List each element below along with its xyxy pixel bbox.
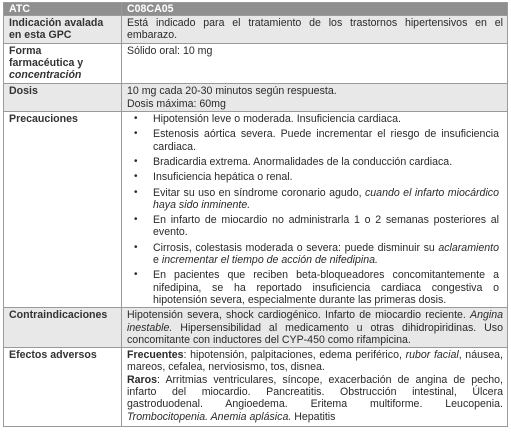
efectos-raros [127, 374, 503, 423]
list-item: • Insuficiencia hepática o renal. [153, 171, 499, 183]
row-indicacion [4, 16, 508, 44]
label-efectos: Efectos adversos [4, 348, 122, 427]
header-atc: ATC [4, 3, 122, 16]
header-atc-code: C08CA05 [122, 3, 508, 16]
list-item [153, 242, 499, 267]
value-forma: Sólido oral: 10 mg [122, 43, 508, 84]
value-efectos [122, 348, 508, 427]
value-indicacion: Está indicado para el tratamiento de los trastornos hipertensivos en el embarazo. [122, 16, 508, 44]
contra-text: Hipersensibilidad al medicamento u otras dihidropiridinas. Uso concomitante con inductores del CYP-450 como rifampicina. [127, 321, 503, 346]
label-contraindicaciones: Contraindicaciones [4, 308, 122, 348]
frecuentes-text: : hipotensión, palpitaciones, edema periférico, [183, 349, 406, 362]
list-item: • En infarto de miocardio no administrarla 1 o 2 semanas posteriores al evento. [153, 214, 499, 239]
row-precauciones [4, 112, 508, 308]
item-text-italic: incrementar el tiempo de acción de nifedipina. [161, 254, 378, 267]
item-text-italic: cuando el infarto miocárdico haya sido inminente. [153, 186, 499, 211]
drug-info-table [3, 2, 508, 427]
contra-text: Hipotensión severa, shock cardiogénico. Infarto de miocardio reciente. [127, 309, 470, 322]
label-forma [4, 43, 122, 84]
value-dosis [122, 84, 508, 112]
raros-text: Hepatitis [291, 410, 336, 423]
value-precauciones [122, 112, 508, 308]
precauciones-list [127, 113, 499, 306]
item-text: Cirrosis, colestasis moderada o severa: puede disminuir su [153, 241, 439, 254]
efectos-frecuentes [127, 349, 503, 374]
label-forma-line3: concentración [9, 69, 82, 82]
list-item: • Hipotensión leve o moderada. Insuficiencia cardiaca. [153, 113, 499, 125]
row-forma [4, 43, 508, 84]
item-text-italic: aclaramiento [438, 241, 499, 254]
row-dosis [4, 84, 508, 112]
label-precauciones: Precauciones [4, 112, 122, 308]
row-efectos [4, 348, 508, 427]
label-forma-line1: Forma [9, 44, 42, 57]
list-item: • Bradicardia extrema. Anormalidades de la conducción cardiaca. [153, 156, 499, 168]
contra-text-italic: Angina inestable. [127, 309, 503, 334]
raros-text: : Arritmias ventriculares, síncope, exacerbación de angina de pecho, infarto del miocardio. Pancreatitis. Obstrucción intestinal, Úlcera gastroduodenal. Angioedema. Eritema multiforme. Leucopenia. [127, 373, 503, 411]
list-item [153, 187, 499, 212]
dosis-line2: Dosis máxima: 60mg [127, 97, 226, 110]
frecuentes-text-italic: rubor facial [405, 349, 459, 362]
raros-label: Raros [127, 373, 158, 386]
item-text: Evitar su uso en síndrome coronario agudo, [153, 186, 365, 199]
item-text: e [153, 254, 162, 267]
raros-text-italic: Trombocitopenia. Anemia aplásica. [127, 410, 292, 423]
frecuentes-text: , náusea, mareos, cefalea, nerviosismo, tos, disnea. [127, 349, 504, 374]
frecuentes-label: Frecuentes [127, 349, 184, 362]
value-contraindicaciones [122, 308, 508, 348]
dosis-line1: 10 mg cada 20-30 minutos según respuesta. [127, 85, 337, 98]
label-indicacion: Indicación avalada en esta GPC [4, 16, 122, 44]
table-header-row [4, 3, 508, 16]
list-item: • Estenosis aórtica severa. Puede incrementar el riesgo de insuficiencia cardiaca. [153, 128, 499, 153]
row-contraindicaciones [4, 308, 508, 348]
label-forma-line2: farmacéutica y [9, 56, 84, 69]
label-dosis: Dosis [4, 84, 122, 112]
list-item: • En pacientes que reciben beta-bloqueadores concomitantemente a nifedipina, se ha reportado insuficiencia cardiaca congestiva o hipotensión severa, especialmente durante las primeras dosis. [153, 269, 499, 306]
